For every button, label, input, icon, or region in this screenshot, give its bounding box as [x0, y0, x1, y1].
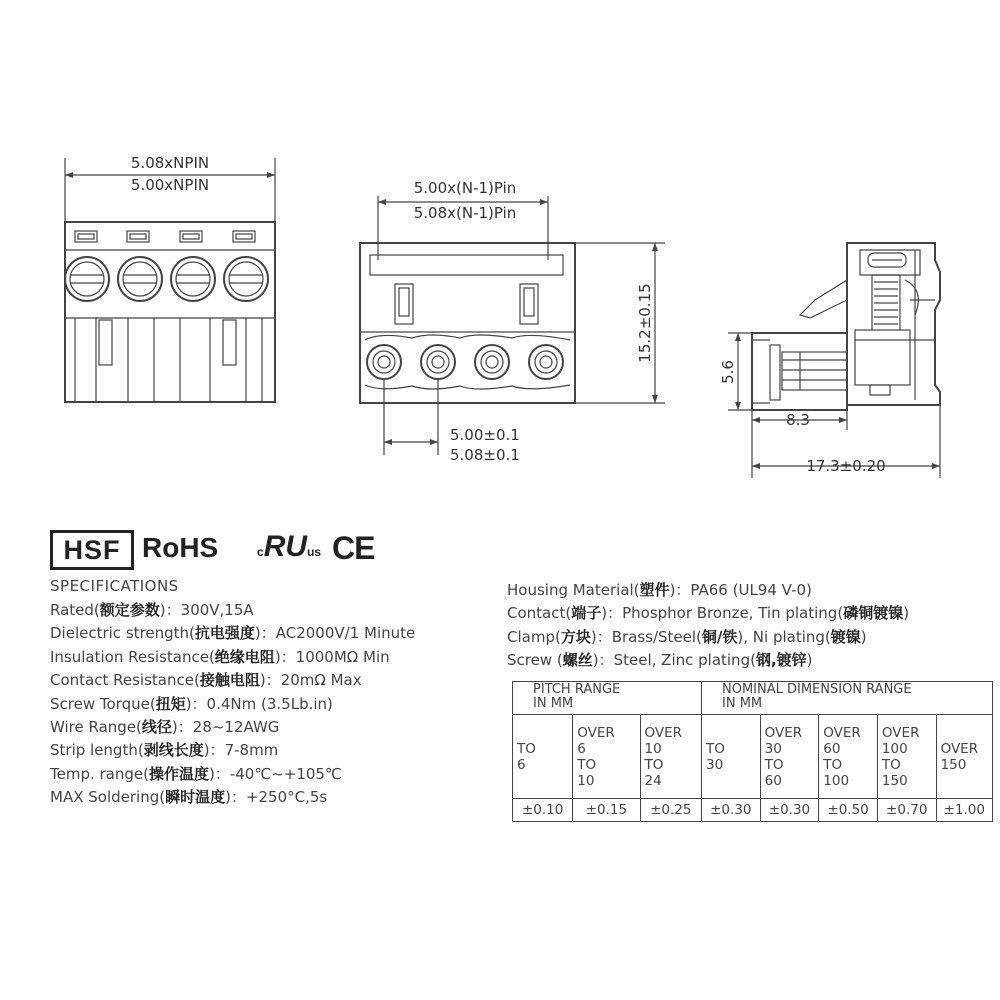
ul-c: c	[257, 545, 264, 559]
range-cell: TO 6	[513, 715, 573, 799]
spec-row	[507, 602, 977, 625]
spec-label-cn: 塑件	[639, 581, 670, 599]
range-cell: OVER 6 TO 10	[573, 715, 640, 799]
spec-label: MAX Soldering(	[50, 788, 166, 807]
tolerance-cell: ±0.50	[819, 799, 878, 822]
ul-mark: RU	[263, 530, 308, 563]
range-cell: OVER 150	[936, 715, 992, 799]
range-cell: OVER 30 TO 60	[760, 715, 819, 799]
spec-value: )：0.4Nm (3.5Lb.in)	[185, 694, 333, 713]
spec-value: )：AC2000V/1 Minute	[254, 624, 416, 643]
spec-label: Screw Torque(	[50, 694, 156, 713]
dim-pin-b: 5.08x(N-1)Pin	[413, 204, 517, 222]
spec-label-cn: 额定参数	[99, 601, 160, 619]
spec-value-cn: 钢,镀锌	[755, 651, 807, 670]
spec-label: Strip length(	[50, 741, 144, 760]
dim-pitch-b: 5.00xNPIN	[130, 176, 210, 194]
spec-value: )：7-8mm	[203, 741, 279, 760]
front-view	[65, 154, 275, 402]
spec-label: Contact Resistance(	[50, 671, 200, 690]
ul-us: us	[307, 545, 322, 559]
spec-value: ), Ni plating(	[737, 627, 831, 646]
spec-row	[50, 622, 490, 645]
spec-row	[50, 716, 490, 739]
spec-value-cn: 铜/铁	[701, 627, 738, 646]
spec-row	[50, 646, 490, 669]
spec-label: Wire Range(	[50, 717, 142, 736]
table-row	[513, 715, 993, 799]
spec-value: )	[903, 604, 910, 623]
table-row	[513, 799, 993, 822]
tolerance-cell: ±0.25	[640, 799, 701, 822]
tolerance-cell: ±0.70	[877, 799, 936, 822]
spec-value: )：28~12AWG	[171, 717, 280, 736]
spec-label-cn: 方块	[560, 627, 591, 646]
spec-label: Housing Material(	[507, 581, 640, 599]
tolerance-cell: ±1.00	[936, 799, 992, 822]
spec-row	[50, 669, 490, 692]
spec-label-cn: 线径	[141, 717, 172, 736]
spec-row	[507, 579, 977, 602]
spec-row	[507, 649, 977, 672]
spec-value: )：Brass/Steel(	[590, 627, 702, 646]
spec-label-cn: 接触电阻	[199, 671, 260, 690]
tolerance-table	[512, 681, 993, 822]
spec-value: )：Phosphor Bronze, Tin plating(	[601, 604, 844, 623]
spec-value: )：PA66 (UL94 V-0)	[669, 581, 812, 599]
dim-pitch-a: 5.08xNPIN	[130, 154, 210, 172]
dim-tol-a: 5.00±0.1	[450, 426, 520, 444]
spec-value: )：300V,15A	[159, 601, 254, 619]
spec-list-left	[50, 599, 490, 810]
spec-label-cn: 螺丝	[562, 651, 593, 670]
spec-label-cn: 瞬时温度	[165, 788, 226, 807]
spec-label-cn: 扭矩	[155, 694, 186, 713]
spec-value-cn: 镀镍	[830, 627, 861, 646]
spec-row	[50, 693, 490, 716]
spec-label: Temp. range(	[50, 764, 149, 783]
specifications-title: SPECIFICATIONS	[50, 577, 179, 595]
spec-label: Rated(	[50, 601, 100, 619]
dim-side-w: 8.3	[786, 411, 810, 429]
spec-value: )：1000MΩ Min	[274, 647, 390, 666]
spec-label: Clamp(	[507, 627, 561, 646]
spec-label-cn: 端子	[571, 604, 602, 623]
spec-label: Contact(	[507, 604, 572, 623]
dim-side-h: 5.6	[719, 360, 737, 384]
ul-logo	[257, 530, 321, 564]
bottom-view	[360, 179, 665, 464]
tolerance-cell: ±0.10	[513, 799, 573, 822]
pitch-range-header: PITCH RANGE IN MM	[513, 682, 702, 715]
spec-row	[50, 786, 490, 809]
hsf-logo: HSF	[50, 530, 134, 570]
spec-value: )	[806, 651, 813, 670]
side-view	[719, 243, 940, 478]
spec-value: )：20mΩ Max	[259, 671, 362, 690]
spec-label-cn: 操作温度	[148, 764, 209, 783]
spec-label: Dielectric strength(	[50, 624, 195, 643]
spec-label: Screw (	[507, 651, 563, 670]
rohs-logo: RoHS	[142, 532, 219, 563]
dim-height: 15.2±0.15	[636, 283, 654, 363]
spec-value: )：Steel, Zinc plating(	[592, 651, 756, 670]
range-cell: OVER 60 TO 100	[819, 715, 878, 799]
spec-row	[50, 763, 490, 786]
spec-value-cn: 磷铜镀镍	[843, 604, 904, 623]
range-cell: OVER 100 TO 150	[877, 715, 936, 799]
spec-label-cn: 抗电强度	[194, 624, 255, 643]
spec-row	[50, 739, 490, 762]
spec-label-cn: 剥线长度	[143, 741, 204, 760]
tolerance-cell: ±0.30	[760, 799, 819, 822]
nominal-range-header: NOMINAL DIMENSION RANGE IN MM	[702, 682, 993, 715]
spec-row	[50, 599, 490, 622]
tolerance-cell: ±0.15	[573, 799, 640, 822]
range-cell: OVER 10 TO 24	[640, 715, 701, 799]
ce-logo: CE	[332, 530, 375, 566]
dim-tol-b: 5.08±0.1	[450, 446, 520, 464]
spec-label: Insulation Resistance(	[50, 647, 215, 666]
spec-value: )：-40℃~+105℃	[209, 764, 342, 783]
table-header-row	[513, 682, 993, 715]
spec-list-right	[507, 579, 977, 673]
spec-row	[507, 626, 977, 649]
spec-value: )：+250°C,5s	[225, 788, 328, 807]
dim-total: 17.3±0.20	[806, 457, 886, 475]
spec-label-cn: 绝缘电阻	[214, 647, 275, 666]
tolerance-cell: ±0.30	[702, 799, 761, 822]
range-cell: TO 30	[702, 715, 761, 799]
spec-value: )	[860, 627, 867, 646]
dim-pin-a: 5.00x(N-1)Pin	[413, 179, 517, 197]
